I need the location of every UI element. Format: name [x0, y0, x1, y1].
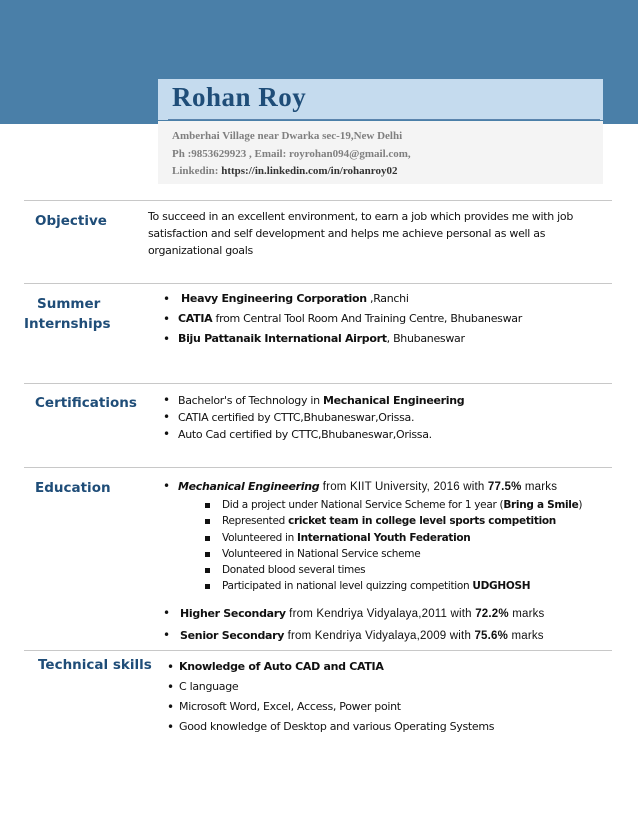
section-title-line: Internships [24, 316, 111, 332]
section-title-line: Summer [37, 296, 101, 312]
divider [24, 467, 612, 468]
item-text: Volunteered in [222, 531, 298, 544]
list-item [167, 677, 494, 697]
list-item [167, 717, 494, 737]
section-title-certifications: Certifications [35, 395, 137, 411]
school-level: Higher Secondary [180, 607, 286, 620]
activity-list [200, 497, 582, 595]
degree-name: Mechanical Engineering [178, 480, 320, 493]
item-text: ) [578, 499, 583, 511]
school-level: Senior Secondary [180, 629, 285, 642]
list-item [159, 329, 522, 349]
name-underline [168, 119, 600, 120]
item-bold: Mechanical Engineering [322, 394, 465, 407]
objective-line: organizational goals [148, 244, 253, 257]
list-item [200, 497, 582, 513]
list-item [159, 289, 522, 309]
certification-list [159, 392, 464, 443]
list-item [167, 657, 494, 677]
address: Amberhai Village near Dwarka sec-19,New Delhi [172, 130, 403, 142]
phone-email: Ph :9853629923 , Email: royrohan094@gmail.com, [172, 148, 411, 160]
divider [24, 383, 612, 384]
list-item [200, 546, 582, 562]
section-title-objective: Objective [35, 213, 107, 229]
list-item [200, 578, 582, 594]
school-text: from Kendriya Vidyalaya,2009 with [284, 630, 475, 642]
candidate-name: Rohan Roy [172, 82, 307, 112]
school-marks: 72.2% [475, 608, 509, 620]
school-list [159, 603, 545, 647]
item-text: Auto Cad certified by CTTC,Bhubaneswar,Orissa. [178, 428, 432, 441]
item-text: Represented [222, 515, 289, 528]
list-item [159, 409, 464, 426]
item-bold: Bring a Smile [503, 499, 579, 511]
item-bold: Heavy Engineering Corporation [181, 292, 367, 305]
education-degree [159, 478, 557, 496]
linkedin-link[interactable]: https://in.linkedin.com/in/rohanroy02 [221, 165, 398, 177]
item-bold: CATIA [178, 312, 213, 325]
school-text: from Kendriya Vidyalaya,2011 with [285, 608, 476, 620]
school-marks: 75.6% [474, 630, 509, 642]
school-suffix: marks [508, 608, 545, 620]
item-bold: Biju Pattanaik International Airport [178, 332, 387, 345]
skills-list [167, 657, 494, 737]
list-item [200, 562, 582, 578]
internship-list [159, 289, 522, 349]
divider [24, 283, 612, 284]
item-text: from Central Tool Room And Training Centre, Bhubaneswar [212, 312, 522, 325]
school-suffix: marks [508, 630, 544, 642]
item-text: , Bhubaneswar [386, 332, 465, 345]
list-item [159, 625, 545, 647]
list-item [159, 309, 522, 329]
list-item [159, 478, 557, 496]
skill-text: Good knowledge of Desktop and various Operating Systems [179, 720, 495, 733]
skill-text: Microsoft Word, Excel, Access, Power point [179, 700, 401, 713]
list-item [159, 392, 464, 409]
skill-text: C language [179, 680, 239, 693]
list-item [200, 530, 582, 546]
item-text: Participated in national level quizzing competition [222, 580, 473, 593]
item-text: Donated blood several times [222, 564, 366, 577]
item-bold: UDGHOSH [472, 580, 531, 593]
item-text: Did a project under National Service Scheme for 1 year ( [222, 499, 504, 511]
degree-suffix: marks [521, 481, 558, 493]
section-title-skills: Technical skills [38, 657, 152, 673]
list-item [167, 697, 494, 717]
item-text: Bachelor's of Technology in [178, 394, 323, 407]
section-title-internships [24, 294, 111, 334]
skill-text: Knowledge of Auto CAD and CATIA [179, 660, 384, 673]
divider [24, 650, 612, 651]
objective-text [148, 208, 573, 259]
linkedin-label: Linkedin: [172, 165, 219, 177]
item-text: Volunteered in National Service scheme [222, 547, 421, 560]
list-item [159, 426, 464, 443]
item-text: ,Ranchi [366, 292, 409, 305]
list-item [159, 603, 545, 625]
degree-marks: 77.5% [487, 481, 522, 493]
item-text: CATIA certified by CTTC,Bhubaneswar,Orissa. [178, 411, 415, 424]
section-title-education: Education [35, 480, 111, 496]
item-bold: cricket team in college level sports competition [288, 515, 556, 528]
objective-line: To succeed in an excellent environment, to earn a job which provides me with job [148, 210, 574, 223]
item-bold: International Youth Federation [297, 531, 471, 544]
divider [24, 200, 612, 201]
degree-text: from KIIT University, 2016 with [319, 481, 488, 493]
list-item [200, 513, 582, 529]
linkedin-line [172, 165, 397, 177]
objective-line: satisfaction and self development and helps me achieve personal as well as [148, 227, 546, 240]
